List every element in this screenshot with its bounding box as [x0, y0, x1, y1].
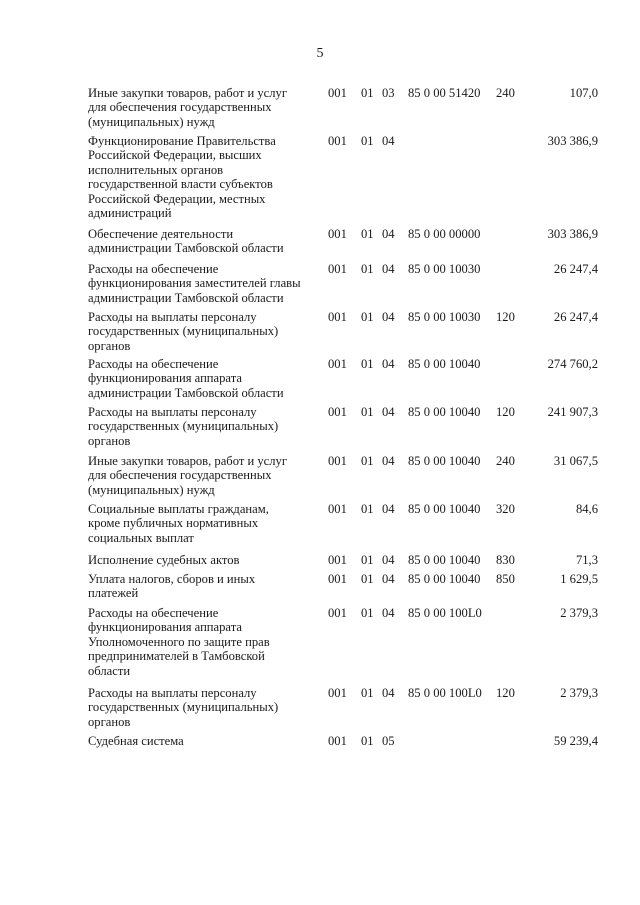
- amount: 84,6: [575, 502, 598, 516]
- expense-name: Социальные выплаты гражданам, кроме публичных нормативных социальных выплат: [88, 502, 269, 545]
- department-code: 001: [328, 310, 347, 324]
- expense-name: Судебная система: [88, 734, 184, 748]
- expense-name: Расходы на выплаты персоналу государственных (муниципальных) органов: [88, 310, 279, 353]
- target-article-code: 85 0 00 10040: [408, 502, 481, 516]
- amount: 26 247,4: [553, 262, 598, 276]
- expense-name: Уплата налогов, сборов и иных платежей: [88, 572, 256, 601]
- target-article-code: 85 0 00 100L0: [408, 686, 482, 700]
- amount: 2 379,3: [560, 606, 598, 620]
- amount: 31 067,5: [553, 454, 598, 468]
- target-article-code: 85 0 00 10040: [408, 454, 481, 468]
- department-code: 001: [328, 262, 347, 276]
- amount: 241 907,3: [547, 405, 598, 419]
- section-code: 01: [361, 553, 374, 567]
- expense-type-code: 240: [496, 86, 515, 100]
- target-article-code: 85 0 00 51420: [408, 86, 481, 100]
- subsection-code: 04: [382, 686, 395, 700]
- subsection-code: 04: [382, 310, 395, 324]
- expense-type-code: 830: [496, 553, 515, 567]
- target-article-code: 85 0 00 10030: [408, 262, 481, 276]
- subsection-code: 04: [382, 405, 395, 419]
- expense-name: Иные закупки товаров, работ и услуг для обеспечения государственных (муниципальных) нужд: [88, 86, 288, 129]
- subsection-code: 04: [382, 572, 395, 586]
- section-code: 01: [361, 357, 374, 371]
- target-article-code: 85 0 00 10040: [408, 405, 481, 419]
- target-article-code: 85 0 00 10040: [408, 357, 481, 371]
- expense-type-code: 120: [496, 686, 515, 700]
- expense-name: Исполнение судебных актов: [88, 553, 240, 567]
- section-code: 01: [361, 454, 374, 468]
- department-code: 001: [328, 357, 347, 371]
- section-code: 01: [361, 405, 374, 419]
- section-code: 01: [361, 227, 374, 241]
- page-number: 5: [316, 46, 324, 61]
- section-code: 01: [361, 686, 374, 700]
- department-code: 001: [328, 606, 347, 620]
- expense-name: Функционирование Правительства Российской Федерации, высших исполнительных органов государственной власти субъектов Российской Федерации, местных администраций: [88, 134, 276, 221]
- department-code: 001: [328, 553, 347, 567]
- department-code: 001: [328, 227, 347, 241]
- section-code: 01: [361, 86, 374, 100]
- expense-type-code: 320: [496, 502, 515, 516]
- expense-type-code: 120: [496, 310, 515, 324]
- department-code: 001: [328, 686, 347, 700]
- subsection-code: 04: [382, 454, 395, 468]
- amount: 1 629,5: [560, 572, 598, 586]
- department-code: 001: [328, 405, 347, 419]
- subsection-code: 04: [382, 357, 395, 371]
- department-code: 001: [328, 86, 347, 100]
- subsection-code: 04: [382, 606, 395, 620]
- subsection-code: 04: [382, 262, 395, 276]
- amount: 26 247,4: [553, 310, 598, 324]
- expense-type-code: 120: [496, 405, 515, 419]
- amount: 59 239,4: [553, 734, 598, 748]
- target-article-code: 85 0 00 100L0: [408, 606, 482, 620]
- subsection-code: 04: [382, 553, 395, 567]
- subsection-code: 05: [382, 734, 395, 748]
- expense-name: Расходы на обеспечение функционирования аппарата Уполномоченного по защите прав предпринимателей в Тамбовской области: [88, 606, 270, 678]
- section-code: 01: [361, 262, 374, 276]
- target-article-code: 85 0 00 10030: [408, 310, 481, 324]
- expense-name: Расходы на выплаты персоналу государственных (муниципальных) органов: [88, 405, 279, 448]
- subsection-code: 04: [382, 502, 395, 516]
- department-code: 001: [328, 454, 347, 468]
- amount: 303 386,9: [547, 227, 598, 241]
- amount: 274 760,2: [547, 357, 598, 371]
- target-article-code: 85 0 00 00000: [408, 227, 481, 241]
- department-code: 001: [328, 734, 347, 748]
- amount: 71,3: [575, 553, 598, 567]
- expense-name: Иные закупки товаров, работ и услуг для обеспечения государственных (муниципальных) нужд: [88, 454, 288, 497]
- section-code: 01: [361, 606, 374, 620]
- subsection-code: 04: [382, 134, 395, 148]
- department-code: 001: [328, 572, 347, 586]
- section-code: 01: [361, 572, 374, 586]
- expense-type-code: 240: [496, 454, 515, 468]
- expense-name: Обеспечение деятельности администрации Тамбовской области: [88, 227, 284, 256]
- section-code: 01: [361, 134, 374, 148]
- section-code: 01: [361, 734, 374, 748]
- amount: 303 386,9: [547, 134, 598, 148]
- expense-name: Расходы на обеспечение функционирования заместителей главы администрации Тамбовской области: [88, 262, 301, 305]
- subsection-code: 03: [382, 86, 395, 100]
- amount: 107,0: [569, 86, 598, 100]
- expense-name: Расходы на выплаты персоналу государственных (муниципальных) органов: [88, 686, 279, 729]
- target-article-code: 85 0 00 10040: [408, 553, 481, 567]
- section-code: 01: [361, 310, 374, 324]
- amount: 2 379,3: [560, 686, 598, 700]
- department-code: 001: [328, 134, 347, 148]
- section-code: 01: [361, 502, 374, 516]
- expense-name: Расходы на обеспечение функционирования аппарата администрации Тамбовской области: [88, 357, 284, 400]
- department-code: 001: [328, 502, 347, 516]
- target-article-code: 85 0 00 10040: [408, 572, 481, 586]
- subsection-code: 04: [382, 227, 395, 241]
- expense-type-code: 850: [496, 572, 515, 586]
